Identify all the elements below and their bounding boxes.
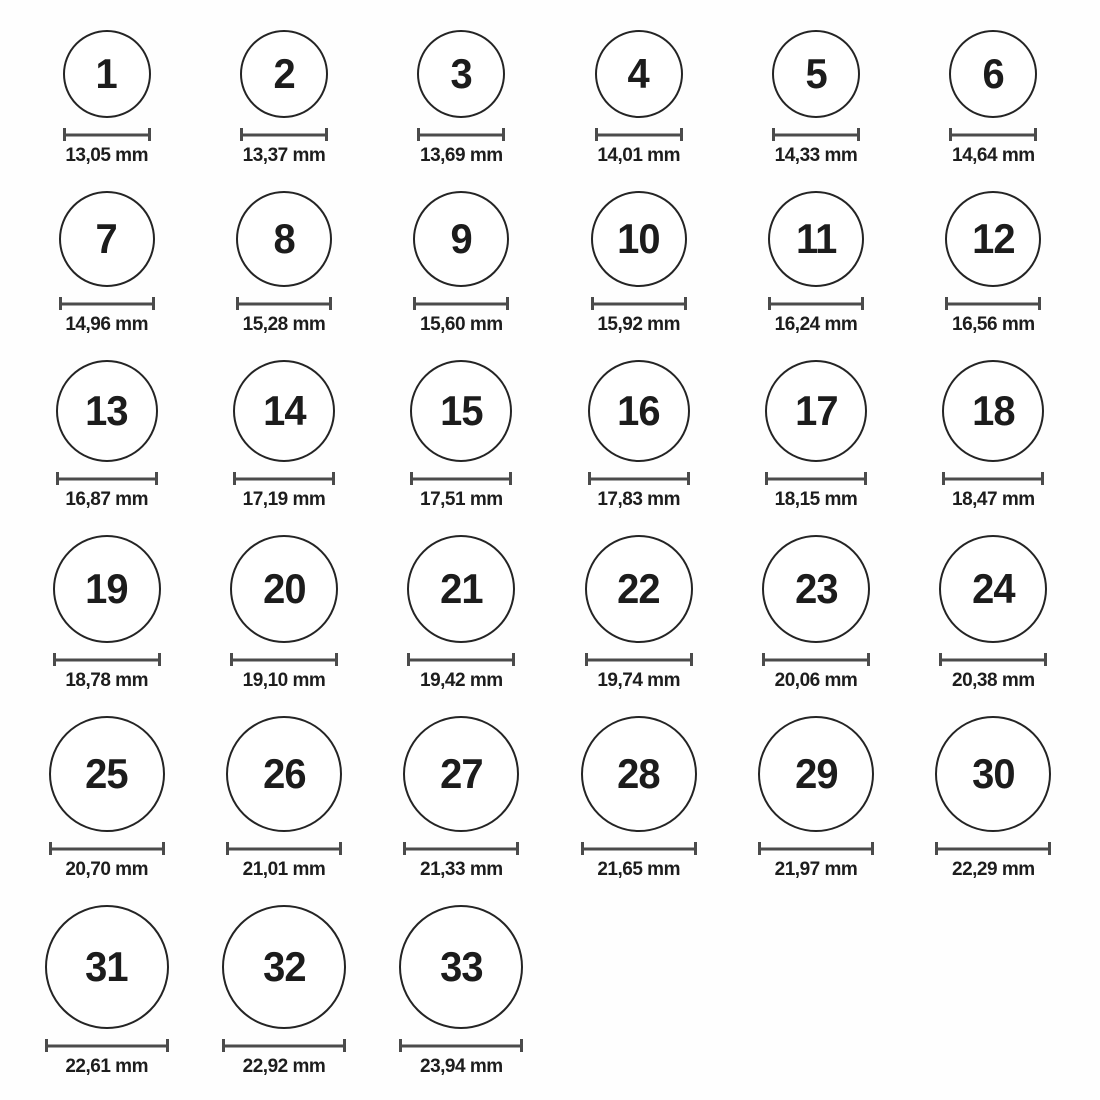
diameter-dimension-line: [230, 653, 338, 666]
diameter-dimension-line: [768, 297, 864, 310]
ring-circle: [942, 360, 1044, 462]
ring-circle: [417, 30, 505, 118]
ring-size-item: [413, 191, 509, 336]
ring-size-number: 23: [794, 565, 838, 612]
diameter-dimension-line: [45, 1039, 169, 1052]
diameter-label: 15,60 mm: [420, 314, 503, 335]
diameter-label: 15,92 mm: [597, 314, 680, 335]
ring-size-item: [222, 905, 346, 1078]
ring-circle: [591, 191, 687, 287]
ring-size-number: 33: [440, 943, 483, 990]
diameter-dimension-line: [236, 297, 332, 310]
diameter-dimension-line: [935, 842, 1051, 855]
ring-size-number: 9: [450, 215, 472, 262]
ring-size-number: 29: [794, 750, 838, 797]
ring-circle: [233, 360, 335, 462]
ring-size-item: [233, 360, 335, 511]
ring-circle: [230, 535, 338, 643]
diameter-dimension-line: [407, 653, 515, 666]
ring-circle: [595, 30, 683, 118]
diameter-dimension-line: [581, 842, 697, 855]
ring-circle: [768, 191, 864, 287]
diameter-label: 22,61 mm: [65, 1056, 148, 1077]
ring-size-item: [935, 716, 1051, 881]
ring-size-number: 15: [440, 387, 483, 434]
ring-circle: [407, 535, 515, 643]
ring-size-number: 24: [972, 565, 1015, 612]
ring-size-number: 11: [795, 215, 837, 262]
diameter-label: 22,92 mm: [242, 1056, 326, 1077]
diameter-label: 18,47 mm: [952, 489, 1035, 510]
ring-circle: [588, 360, 690, 462]
ring-size-number: 16: [617, 387, 660, 434]
ring-circle: [403, 716, 519, 832]
ring-size-number: 19: [85, 565, 128, 612]
diameter-dimension-line: [63, 128, 151, 141]
ring-circle: [762, 535, 870, 643]
ring-circle: [772, 30, 860, 118]
diameter-dimension-line: [588, 472, 690, 485]
diameter-label: 16,24 mm: [774, 314, 858, 335]
ring-size-item: [768, 191, 864, 336]
ring-circle: [581, 716, 697, 832]
diameter-dimension-line: [417, 128, 505, 141]
ring-size-item: [417, 30, 505, 167]
ring-circle: [945, 191, 1041, 287]
diameter-label: 22,29 mm: [952, 859, 1035, 880]
ring-size-number: 32: [262, 943, 306, 990]
ring-size-item: [230, 535, 338, 692]
diameter-label: 14,33 mm: [774, 145, 858, 166]
diameter-label: 20,06 mm: [774, 670, 858, 691]
ring-size-number: 6: [982, 50, 1004, 97]
diameter-dimension-line: [758, 842, 874, 855]
ring-size-number: 7: [96, 215, 118, 262]
ring-circle: [765, 360, 867, 462]
diameter-label: 13,37 mm: [242, 145, 326, 166]
diameter-dimension-line: [53, 653, 161, 666]
ring-size-number: 20: [262, 565, 306, 612]
ring-size-number: 2: [273, 50, 295, 97]
diameter-dimension-line: [399, 1039, 523, 1052]
diameter-dimension-line: [945, 297, 1041, 310]
ring-size-number: 28: [617, 750, 660, 797]
diameter-dimension-line: [49, 842, 165, 855]
ring-circle: [63, 30, 151, 118]
ring-size-item: [236, 191, 332, 336]
diameter-label: 23,94 mm: [420, 1056, 503, 1077]
ring-size-number: 8: [273, 215, 295, 262]
ring-circle: [222, 905, 346, 1029]
diameter-dimension-line: [595, 128, 683, 141]
ring-size-number: 18: [972, 387, 1015, 434]
diameter-label: 17,83 mm: [597, 489, 680, 510]
diameter-label: 13,05 mm: [65, 145, 148, 166]
ring-size-number: 26: [262, 750, 306, 797]
ring-circle: [935, 716, 1051, 832]
ring-size-number: 30: [972, 750, 1015, 797]
ring-circle: [399, 905, 523, 1029]
ring-size-item: [63, 30, 151, 167]
ring-size-item: [588, 360, 690, 511]
diameter-dimension-line: [240, 128, 328, 141]
diameter-dimension-line: [585, 653, 693, 666]
ring-circle: [56, 360, 158, 462]
ring-size-item: [942, 360, 1044, 511]
diameter-dimension-line: [949, 128, 1037, 141]
ring-size-number: 21: [440, 565, 483, 612]
ring-size-number: 3: [450, 50, 472, 97]
diameter-label: 21,33 mm: [420, 859, 503, 880]
ring-size-item: [595, 30, 683, 167]
diameter-dimension-line: [233, 472, 335, 485]
ring-size-number: 27: [440, 750, 483, 797]
diameter-label: 21,65 mm: [597, 859, 680, 880]
ring-size-item: [939, 535, 1047, 692]
diameter-label: 14,64 mm: [952, 145, 1035, 166]
ring-circle: [240, 30, 328, 118]
ring-circle: [226, 716, 342, 832]
ring-circle: [939, 535, 1047, 643]
diameter-dimension-line: [226, 842, 342, 855]
ring-size-number: 25: [85, 750, 128, 797]
diameter-dimension-line: [939, 653, 1047, 666]
ring-size-item: [758, 716, 874, 881]
ring-size-number: 22: [617, 565, 660, 612]
diameter-dimension-line: [591, 297, 687, 310]
ring-circle: [585, 535, 693, 643]
ring-size-item: [410, 360, 512, 511]
diameter-label: 19,74 mm: [597, 670, 680, 691]
diameter-label: 18,78 mm: [65, 670, 148, 691]
diameter-label: 13,69 mm: [420, 145, 503, 166]
ring-size-number: 4: [628, 50, 650, 97]
diameter-label: 17,51 mm: [420, 489, 503, 510]
diameter-dimension-line: [413, 297, 509, 310]
diameter-dimension-line: [765, 472, 867, 485]
ring-size-number: 1: [96, 50, 118, 97]
ring-size-item: [945, 191, 1041, 336]
ring-size-number: 13: [85, 387, 128, 434]
diameter-dimension-line: [410, 472, 512, 485]
ring-circle: [53, 535, 161, 643]
ring-size-number: 17: [794, 387, 838, 434]
ring-size-item: [56, 360, 158, 511]
diameter-label: 18,15 mm: [774, 489, 858, 510]
diameter-label: 15,28 mm: [242, 314, 326, 335]
diameter-label: 21,97 mm: [774, 859, 858, 880]
ring-size-item: [772, 30, 860, 167]
diameter-label: 19,10 mm: [242, 670, 326, 691]
ring-size-number: 31: [85, 943, 128, 990]
diameter-label: 20,70 mm: [65, 859, 148, 880]
ring-circle: [949, 30, 1037, 118]
ring-size-item: [226, 716, 342, 881]
diameter-dimension-line: [942, 472, 1044, 485]
ring-circle: [413, 191, 509, 287]
diameter-dimension-line: [56, 472, 158, 485]
diameter-dimension-line: [59, 297, 155, 310]
ring-size-item: [240, 30, 328, 167]
ring-size-item: [407, 535, 515, 692]
ring-circle: [45, 905, 169, 1029]
diameter-label: 20,38 mm: [952, 670, 1035, 691]
ring-size-item: [399, 905, 523, 1078]
diameter-dimension-line: [222, 1039, 346, 1052]
ring-size-item: [585, 535, 693, 692]
diameter-label: 16,56 mm: [952, 314, 1035, 335]
diameter-label: 14,01 mm: [597, 145, 680, 166]
ring-size-item: [765, 360, 867, 511]
ring-circle: [49, 716, 165, 832]
diameter-label: 17,19 mm: [242, 489, 326, 510]
ring-size-grid: [18, 30, 1082, 1078]
ring-size-item: [591, 191, 687, 336]
diameter-label: 16,87 mm: [65, 489, 148, 510]
ring-size-number: 10: [617, 215, 660, 262]
ring-size-item: [762, 535, 870, 692]
diameter-dimension-line: [772, 128, 860, 141]
diameter-dimension-line: [762, 653, 870, 666]
ring-circle: [59, 191, 155, 287]
ring-size-number: 5: [805, 50, 827, 97]
ring-size-number: 14: [262, 387, 306, 434]
ring-size-item: [53, 535, 161, 692]
diameter-label: 19,42 mm: [420, 670, 503, 691]
diameter-label: 21,01 mm: [242, 859, 326, 880]
ring-circle: [236, 191, 332, 287]
ring-size-item: [49, 716, 165, 881]
ring-circle: [410, 360, 512, 462]
ring-size-item: [581, 716, 697, 881]
ring-size-item: [949, 30, 1037, 167]
ring-size-item: [45, 905, 169, 1078]
diameter-dimension-line: [403, 842, 519, 855]
ring-size-item: [59, 191, 155, 336]
diameter-label: 14,96 mm: [65, 314, 148, 335]
ring-size-number: 12: [972, 215, 1015, 262]
ring-size-item: [403, 716, 519, 881]
ring-circle: [758, 716, 874, 832]
